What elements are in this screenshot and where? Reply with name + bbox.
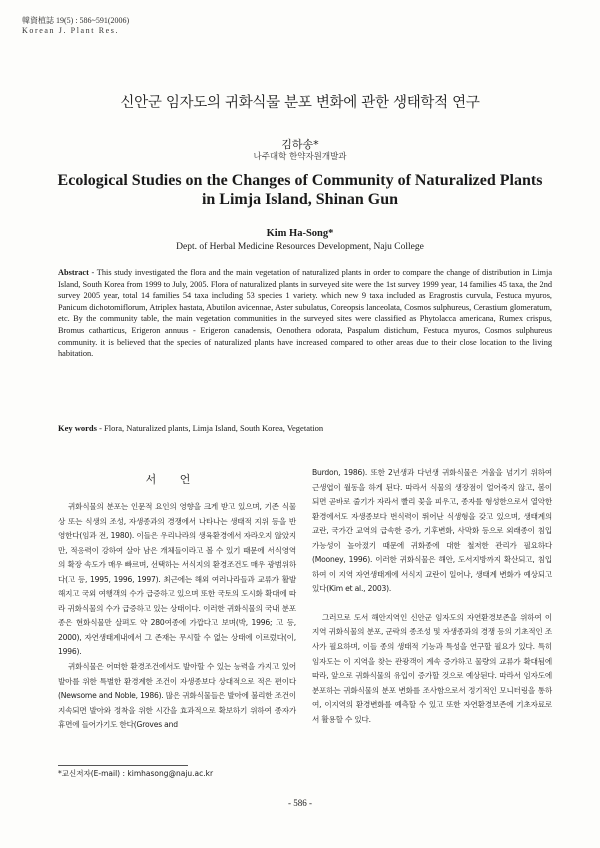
journal-citation-ko: 韓資植誌 19(5) : 586~591(2006) xyxy=(22,16,130,25)
journal-citation-en: Korean J. Plant Res. xyxy=(22,26,120,35)
page-number: - 586 - xyxy=(288,798,312,808)
paragraph: 그러므로 도서 해안지역인 신안군 임자도의 자연환경보존을 위하여 이 지역 귀화식물의 분포, 군락의 종조성 및 자생종과의 경쟁 등의 기초적인 조사가 필요하며, 이들 종의 생태적 기능과 특성을 연구할 필요가 있다. 특히 임자도는 이 지역을 찾는 관광객이 계속 증가하고 물량의 교류가 확대됨에 따라, 앞으로 귀화식물의 유입이 증가할 것으로 예상된다. 따라서 임자도에 분포하는 귀화식물의 분포 변화를 조사함으로서 정기적인 모니터링을 통하여, 이지역의 환경변화를 예측할 수 있고 또한 자연환경보존에 기초자료로서 활용할 수 있다. xyxy=(312,612,552,724)
english-title-line2: in Limja Island, Shinan Gun xyxy=(201,191,399,208)
english-title xyxy=(40,171,560,209)
abstract-text: - This study investigated the flora and the main vegetation of naturalized plants in order to compare the change of distribution in Limja Island, South Korea from 1999 to July, 2005. Flora of naturalized plants in surveyed site were the 1st survey 1999 year, 14 families 45 taxa, the 2nd survey 2005 year, total 14 families 54 taxa including 53 species 1 variety. which new 9 taxa included as Eragrostis curvula, Festuca myuros, Panicum dichotomiflorum, Atriplex hastata, Abutilon avicennae, Aster subulatus, Coreopsis lanceolata, Cosmos sulphureus, Cerastium glomeratum, etc. By the community table, the main vegetation communities in the surveyed sites were classified as Phytolacca americana, Rumex crispus, Bromus catharticus, Erigeron annuus - Erigeron canadensis, Oenothera odorata, Paspalum distichum, Festuca myuros, Cosmos sulphureus community. it is believed that the species of naturalized plants have increased compared to other areas due to their close location to the living habitation. xyxy=(58,268,552,359)
keywords-text: - Flora, Naturalized plants, Limja Island, South Korea, Vegetation xyxy=(96,423,324,433)
english-title-line1: Ecological Studies on the Changes of Community of Naturalized Plants xyxy=(57,172,543,189)
journal-citation xyxy=(22,16,129,36)
korean-affiliation: 나주대학 한약자원개발과 xyxy=(253,152,347,162)
paragraph: 귀화식물의 분포는 인문적 요인의 영향을 크게 받고 있으며, 기존 식물상 또는 식생의 조성, 자생종과의 경쟁에서 나타나는 생태적 지위 등을 반영한다(임과 전, 1980). 이들은 우리나라의 생육환경에서 자라오지 않았지만, 적응력이 강하여 살아 남은 개체들이라고 볼 수 있기 때문에 서식영역의 확장 속도가 매우 빠르며, 선택하는 서식지의 환경조건도 매우 광범위하다(고 등, 1995, 1996, 1997). 최근에는 해외 여러나라들과 교류가 활발해지고 국외 여행객의 수가 급증하고 있으며 또한 국토의 도시화 확대에 따라 귀화식물의 수가 급증하고 있는 상태이다. 이러한 귀화식물의 국내 분포종은 현화식물만 살펴도 약 280여종에 가깝다고 보며(박, 1996; 고 등, 2000), 자연생태계내에서 그 존재는 무시할 수 없는 상태에 이르렀다(이, 1996). xyxy=(58,502,296,657)
paragraph: 귀화식물은 어떠한 환경조건에서도 발아할 수 있는 능력을 가지고 있어 발아를 위한 특별한 환경계한 조건이 자생종보다 상대적으로 적은 편이다(Newsome and Noble, 1986). 많은 귀화식물들은 발아에 불리한 조건이 지속되면 발아와 정착을 위한 시간을 효과적으로 확보하기 위하여 종자가 휴면에 들어가기도 한다(Groves and xyxy=(58,662,296,730)
body-left-column xyxy=(58,500,296,733)
body-right-column xyxy=(312,466,552,727)
keywords-label: Key words xyxy=(58,423,97,433)
footnote-divider xyxy=(58,765,188,766)
english-affiliation: Dept. of Herbal Medicine Resources Development, Naju College xyxy=(176,242,424,252)
corresponding-author-footnote: *교신저자(E-mail) : kimhasong@naju.ac.kr xyxy=(58,769,214,778)
korean-author: 김하송* xyxy=(281,138,319,151)
korean-title: 신안군 임자도의 귀화식물 분포 변화에 관한 생태학적 연구 xyxy=(120,95,480,111)
paragraph: Burdon, 1986). 또한 2년생과 다년생 귀화식물은 겨울을 넘기기 위하여 근생엽이 월동을 하게 된다. 따라서 식물의 생장점이 얼어죽지 않고, 봄이 되면 곧바로 줄기가 자라서 빨리 꽃을 피우고, 종자를 형성한으로서 열악한 환경에서도 자생종보다 번식력이 뛰어난 식생형을 갖고 있으며, 생태계의 교란, 국가간 교역의 급속한 증가, 기후변화, 사막화 등으로 외래종이 침입 가능성이 높아졌기 때문에 귀화종에 대한 철저한 관리가 필요하다(Mooney, 1996). 이러한 귀화식물은 해안, 도서지방까지 확산되고, 침입하여 이 지역 자연생태계에 서식지 교란이 일어나, 생태계 변화가 예상되고 있다(Kim et al., 2003). xyxy=(312,468,552,594)
english-author: Kim Ha-Song* xyxy=(266,228,334,239)
abstract xyxy=(58,267,552,360)
section-heading: 서 언 xyxy=(145,473,201,486)
keywords xyxy=(58,423,552,433)
abstract-label: Abstract xyxy=(58,268,89,277)
